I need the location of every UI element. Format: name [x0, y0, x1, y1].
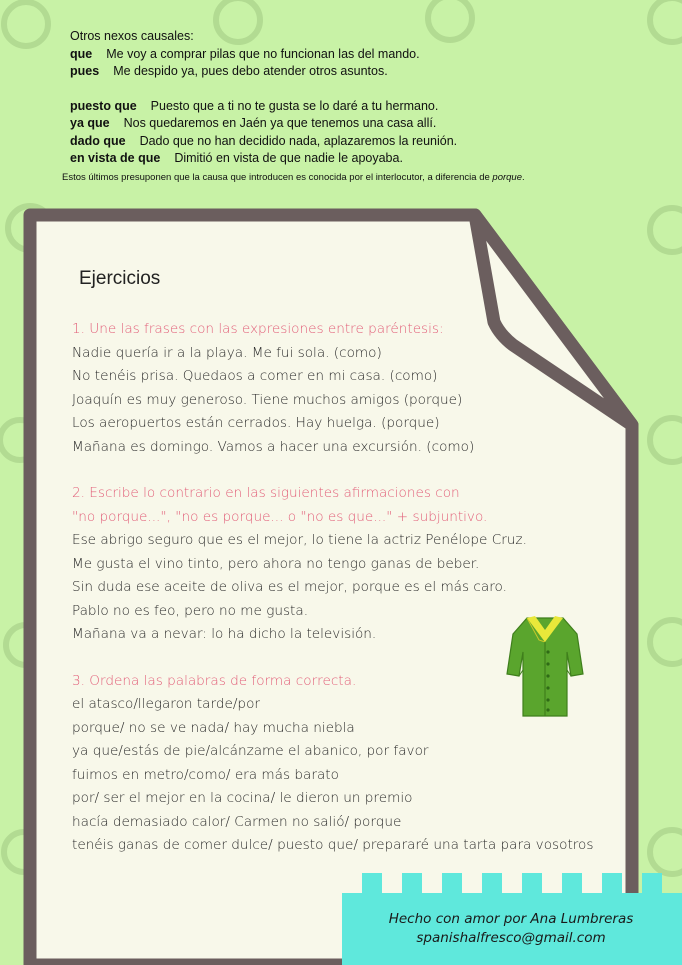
- connector-term: que: [70, 46, 93, 61]
- exercise-line: tenéis ganas de comer dulce/ puesto que/ prepararé una tarta para vosotros: [72, 837, 594, 853]
- exercise-line: el atasco/llegaron tarde/por: [72, 696, 260, 712]
- exercise-line: Ese abrigo seguro que es el mejor, lo tiene la actriz Penélope Cruz.: [72, 532, 527, 548]
- connector-example: Puesto que a ti no te gusta se lo daré a tu hermano.: [150, 98, 439, 113]
- exercise-line: Sin duda ese aceite de oliva es el mejor, porque es el más caro.: [72, 579, 507, 595]
- exercise-line: hacía demasiado calor/ Carmen no salió/ porque: [72, 813, 402, 830]
- exercise-1-heading: 1. Une las frases con las expresiones entre paréntesis:: [72, 321, 444, 337]
- exercise-line: Me gusta el vino tinto, pero ahora no tengo ganas de beber.: [72, 555, 480, 572]
- connector-example: Me despido ya, pues debo atender otros asuntos.: [113, 64, 388, 78]
- connector-example: Me voy a comprar pilas que no funcionan las del mando.: [106, 46, 420, 61]
- exercise-line: No tenéis prisa. Quedaos a comer en mi casa. (como): [72, 368, 438, 384]
- connector-example: Dado que no han decidido nada, aplazaremos la reunión.: [139, 133, 458, 148]
- exercise-3-heading: 3. Ordena las palabras de forma correcta.: [72, 672, 357, 689]
- connectors-intro: Otros nexos causales:: [70, 29, 194, 43]
- connector-example: Dimitió en vista de que nadie le apoyaba.: [174, 151, 403, 165]
- connector-term: ya que: [70, 116, 110, 130]
- exercise-line: ya que/estás de pie/alcánzame el abanico, por favor: [72, 743, 429, 759]
- exercise-line: Los aeropuertos están cerrados. Hay huelga. (porque): [72, 415, 440, 431]
- exercise-line: por/ ser el mejor en la cocina/ le dieron un premio: [72, 790, 413, 806]
- connector-term: dado que: [70, 133, 126, 148]
- connector-term: puesto que: [70, 98, 137, 113]
- exercise-line: fuimos en metro/como/ era más barato: [72, 766, 339, 783]
- note-italic-word: porque: [492, 171, 523, 183]
- exercise-line: Pablo no es feo, pero no me gusta.: [72, 602, 309, 619]
- exercise-2-heading: 2. Escribe lo contrario en las siguientes afirmaciones con: [72, 485, 460, 501]
- connectors-note: Estos últimos presuponen que la causa que introducen es conocida por el interlocutor, a diferencia de porque.: [62, 171, 525, 183]
- exercise-line: porque/ no se ve nada/ hay mucha niebla: [72, 719, 355, 736]
- exercise-line: Nadie quería ir a la playa. Me fui sola. (como): [72, 344, 382, 361]
- author-credit: Hecho con amor por Ana Lumbreras: [388, 911, 634, 927]
- footer-credit: [340, 910, 682, 948]
- connector-term: en vista de que: [70, 151, 161, 165]
- contact-email: spanishalfresco@gmail.com: [416, 930, 606, 946]
- exercise-line: Mañana es domingo. Vamos a hacer una excursión. (como): [72, 438, 475, 455]
- exercise-line: Joaquín es muy generoso. Tiene muchos amigos (porque): [72, 391, 463, 408]
- exercise-line: Mañana va a nevar: lo ha dicho la televisión.: [72, 626, 377, 642]
- exercises-title: Ejercicios: [79, 268, 161, 289]
- exercise-2-heading-cont: "no porque...", "no es porque... o "no es que..." + subjuntivo.: [72, 508, 488, 525]
- connector-term: pues: [70, 64, 100, 78]
- connector-example: Nos quedaremos en Jaén ya que tenemos una casa allí.: [123, 116, 437, 130]
